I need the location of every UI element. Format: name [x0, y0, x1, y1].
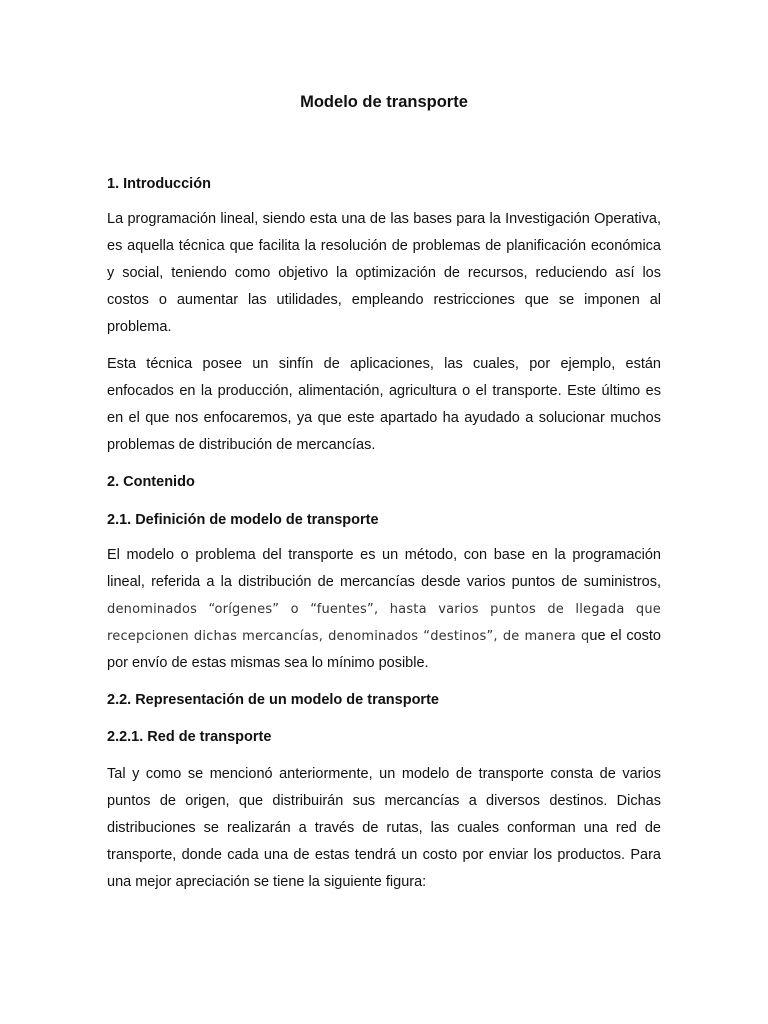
paragraph-introduccion-2: Esta técnica posee un sinfín de aplicaciones, las cuales, por ejemplo, están enfocados en la producción, alimentación, agricultura o el transporte. Este último es en el que nos enfocaremos, ya que este apartado ha ayudado a solucionar muchos problemas de distribución de mercancías. [107, 356, 661, 453]
paragraph-definicion-part2: denominados “orígenes” o “fuentes”, hasta varios puntos de llegada que recepcionen dichas mercancías, denominados “destinos”, de manera q [107, 602, 661, 644]
section-heading-representacion: 2.2. Representación de un modelo de transporte [107, 692, 439, 708]
section-heading-introduccion: 1. Introducción [107, 176, 211, 192]
paragraph-red: Tal y como se mencionó anteriormente, un modelo de transporte consta de varios puntos de origen, que distribuirán sus mercancías a diversos destinos. Dichas distribuciones se realizarán a través de rutas, las cuales conforman una red de transporte, donde cada una de estas tendrá un costo por enviar los productos. Para una mejor apreciación se tiene la siguiente figura: [107, 766, 661, 890]
section-heading-definicion: 2.1. Definición de modelo de transporte [107, 512, 379, 528]
page-title: Modelo de transporte [300, 93, 468, 111]
paragraph-definicion-part3: ue el costo por envío de estas mismas sea lo mínimo posible. [107, 628, 661, 671]
paragraph-introduccion-1: La programación lineal, siendo esta una de las bases para la Investigación Operativa, es aquella técnica que facilita la resolución de problemas de planificación económica y social, teniendo como objetivo la optimización de recursos, reduciendo así los costos o aumentar las utilidades, empleando restricciones que se imponen al problema. [107, 211, 661, 335]
paragraph-definicion [107, 542, 661, 677]
paragraph-definicion-part1: El modelo o problema del transporte es un método, con base en la programación lineal, referida a la distribución de mercancías desde varios puntos de suministros, [107, 547, 661, 590]
section-heading-red: 2.2.1. Red de transporte [107, 729, 272, 745]
section-heading-contenido: 2. Contenido [107, 474, 195, 490]
